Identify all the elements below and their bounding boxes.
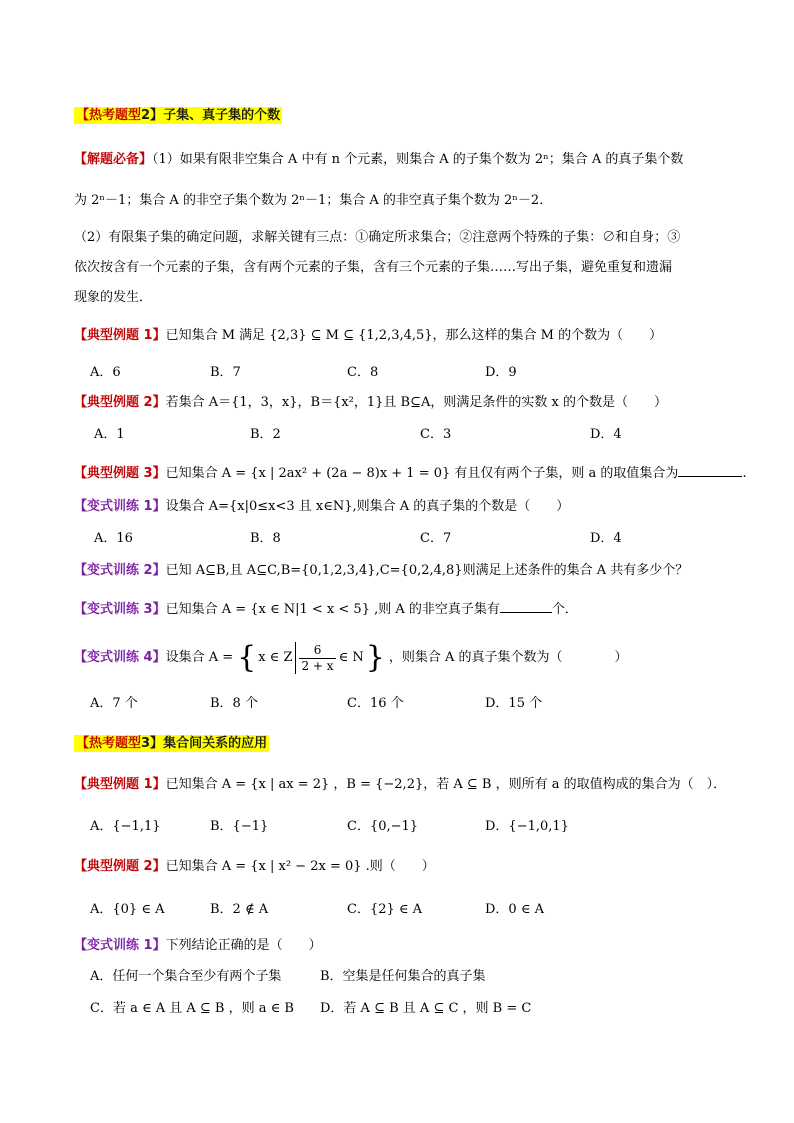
option-b[interactable]: B．8 个 (210, 696, 258, 711)
question-text: 下列结论正确的是（ ） (165, 938, 322, 953)
section-heading-3 (74, 735, 269, 753)
brace-left: { (237, 640, 257, 675)
example-tag: 【典型例题 1】 (74, 777, 166, 792)
question-text: ，则集合 A 的真子集个数为（ ） (388, 650, 628, 665)
option-b[interactable]: B．8 (250, 531, 281, 546)
training-tag: 【变式训练 4】 (74, 650, 166, 665)
question-end: 个． (551, 602, 578, 617)
option-d[interactable]: D．4 (590, 427, 622, 442)
training-2-question (74, 562, 688, 580)
question-end: . (742, 466, 747, 481)
heading-open: 【热考题型 (76, 736, 142, 751)
heading-title: 集合间关系的应用 (163, 736, 268, 751)
training-tag: 【变式训练 3】 (74, 602, 166, 617)
example-tag: 【典型例题 2】 (74, 395, 166, 410)
option-a[interactable]: A．7 个 (90, 696, 138, 711)
training-1-question (74, 498, 569, 516)
set-label: 设集合 A = (165, 650, 234, 665)
tips-line-1 (74, 151, 683, 169)
heading-highlight (74, 735, 269, 752)
example-tag: 【典型例题 3】 (74, 466, 166, 481)
option-d[interactable]: D．0 ∈ A (485, 902, 544, 917)
option-a[interactable]: A．6 (90, 365, 121, 380)
option-b[interactable]: B．2 ∉ A (210, 902, 269, 917)
option-a[interactable]: A．{0} ∈ A (90, 902, 165, 917)
example-tag: 【典型例题 2】 (74, 859, 166, 874)
option-c[interactable]: C．若 a ∈ A 且 A ⊆ B ，则 a ∈ B (90, 1001, 294, 1016)
section-heading-2 (74, 107, 282, 125)
answer-blank[interactable] (678, 462, 742, 477)
heading-highlight (74, 107, 282, 124)
option-c[interactable]: C．16 个 (347, 696, 404, 711)
option-a[interactable]: A．1 (94, 427, 125, 442)
heading-num: 2】 (141, 108, 164, 123)
question-text: 已知集合 A = {x ∈ N|1 < x < 5} ,则 A 的非空真子集有 (165, 602, 500, 617)
option-d[interactable]: D．{−1,0,1} (485, 819, 569, 834)
tips-tag: 【解题必备】 (74, 152, 153, 167)
tips-line-2: 为 2ⁿ－1；集合 A 的非空子集个数为 2ⁿ－1；集合 A 的非空真子集个数为 2ⁿ－2． (74, 193, 553, 208)
heading-title: 子集、真子集的个数 (163, 108, 281, 123)
section3-training-1-question (74, 937, 322, 955)
option-c[interactable]: C．7 (420, 531, 452, 546)
tips-line-4: 依次按含有一个元素的子集，含有两个元素的子集，含有三个元素的子集……写出子集，避免重复和遗漏 (74, 260, 673, 275)
option-d[interactable]: D．4 (590, 531, 622, 546)
fraction-numerator: 6 (313, 642, 322, 657)
tips-line-5: 现象的发生． (74, 290, 153, 305)
training-tag: 【变式训练 1】 (74, 938, 166, 953)
option-d[interactable]: D．9 (485, 365, 517, 380)
set-divider (295, 642, 296, 674)
set-element: x ∈ Z (258, 650, 293, 665)
question-text: 已知集合 A = {x | ax = 2} ，B = {−2,2}，若 A ⊆ B ，则所有 a 的取值构成的集合为（ ）． (165, 777, 727, 792)
option-b[interactable]: B．2 (250, 427, 281, 442)
fraction (299, 643, 335, 674)
example-2-question (74, 394, 667, 412)
option-a[interactable]: A．16 (94, 531, 133, 546)
training-tag: 【变式训练 2】 (74, 563, 166, 578)
option-c[interactable]: C．{2} ∈ A (347, 902, 423, 917)
example-1-question (74, 327, 662, 345)
tips-line-3: （2）有限集子集的确定问题，求解关键有三点：①确定所求集合；②注意两个特殊的子集：∅和自身；③ (74, 230, 681, 245)
training-4-question (74, 640, 627, 676)
question-text: 已知 A⊆B,且 A⊆C,B={0,1,2,3,4},C={0,2,4,8}则满足上述条件的集合 A 共有多少个？ (165, 563, 689, 578)
training-3-question (74, 598, 578, 619)
option-c[interactable]: C．{0,−1} (347, 819, 419, 834)
option-c[interactable]: C．8 (347, 365, 379, 380)
heading-num: 3】 (141, 736, 164, 751)
option-b[interactable]: B．{−1} (210, 819, 269, 834)
answer-blank[interactable] (500, 598, 552, 613)
training-tag: 【变式训练 1】 (74, 499, 166, 514)
set-condition: ∈ N (338, 650, 364, 665)
option-b[interactable]: B．7 (210, 365, 241, 380)
option-b[interactable]: B．空集是任何集合的真子集 (320, 969, 486, 984)
question-text: 若集合 A＝{1，3，x}，B＝{x²，1}且 B⊆A，则满足条件的实数 x 的个数是（ ） (165, 395, 667, 410)
example-3-question (74, 462, 747, 483)
brace-right: } (365, 640, 385, 675)
option-d[interactable]: D．15 个 (485, 696, 543, 711)
question-text: 已知集合 M 满足 {2,3} ⊆ M ⊆ {1,2,3,4,5}，那么这样的集合 M 的个数为（ ） (165, 328, 663, 343)
heading-open: 【热考题型 (76, 108, 142, 123)
option-a[interactable]: A．{−1,1} (90, 819, 161, 834)
option-c[interactable]: C．3 (420, 427, 452, 442)
fraction-denominator: 2 + x (301, 658, 334, 673)
option-a[interactable]: A．任何一个集合至少有两个子集 (90, 969, 282, 984)
question-text: 已知集合 A = {x | x² − 2x = 0} .则（ ） (165, 859, 435, 874)
question-text: 设集合 A={x|0≤x<3 且 x∈N},则集合 A 的真子集的个数是（ ） (165, 499, 570, 514)
option-d[interactable]: D．若 A ⊆ B 且 A ⊆ C ，则 B = C (320, 1001, 532, 1016)
section3-example-1-question (74, 776, 726, 794)
section3-example-2-question (74, 858, 435, 876)
example-tag: 【典型例题 1】 (74, 328, 166, 343)
tips-text-1: （1）如果有限非空集合 A 中有 n 个元素，则集合 A 的子集个数为 2ⁿ；集合 A 的真子集个数 (152, 152, 684, 167)
question-text: 已知集合 A = {x | 2ax² + (2a − 8)x + 1 = 0} 有且仅有两个子集，则 a 的取值集合为 (165, 466, 679, 481)
